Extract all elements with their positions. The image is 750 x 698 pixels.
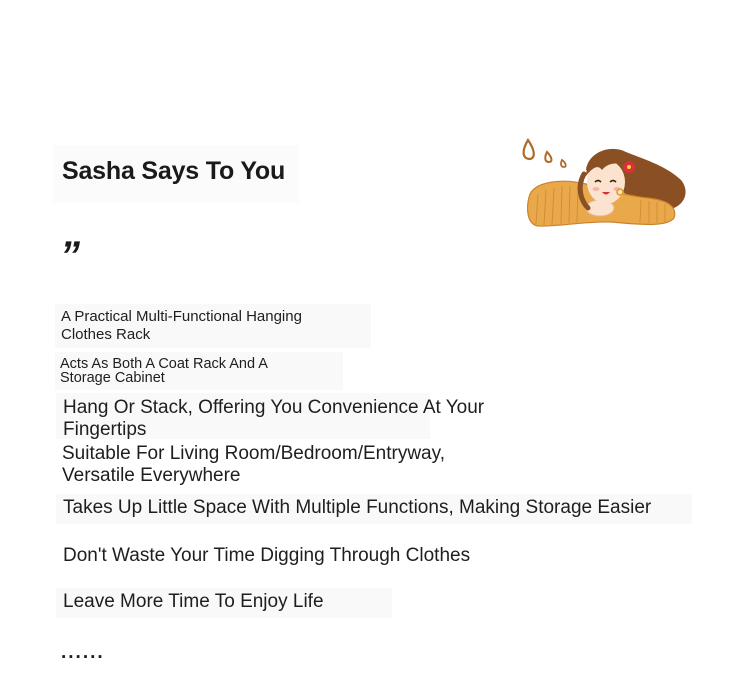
- girl-lying-illustration: [516, 132, 688, 230]
- text-line-1: A Practical Multi-Functional Hanging Clothes Rack: [61, 308, 302, 343]
- text-line-2: Acts As Both A Coat Rack And A Storage Cabinet: [60, 356, 268, 386]
- text-line-5: Takes Up Little Space With Multiple Functions, Making Storage Easier: [63, 497, 652, 518]
- quote-mark: ”: [60, 234, 80, 278]
- text-line-7: Leave More Time To Enjoy Life: [63, 591, 324, 612]
- page-title: Sasha Says To You: [62, 157, 286, 185]
- text-line-6: Don't Waste Your Time Digging Through Clothes: [63, 545, 471, 566]
- text-line-4: Suitable For Living Room/Bedroom/Entryway, Versatile Everywhere: [62, 443, 445, 486]
- ellipsis: ......: [61, 642, 105, 663]
- text-line-3: Hang Or Stack, Offering You Convenience At Your Fingertips: [63, 397, 485, 440]
